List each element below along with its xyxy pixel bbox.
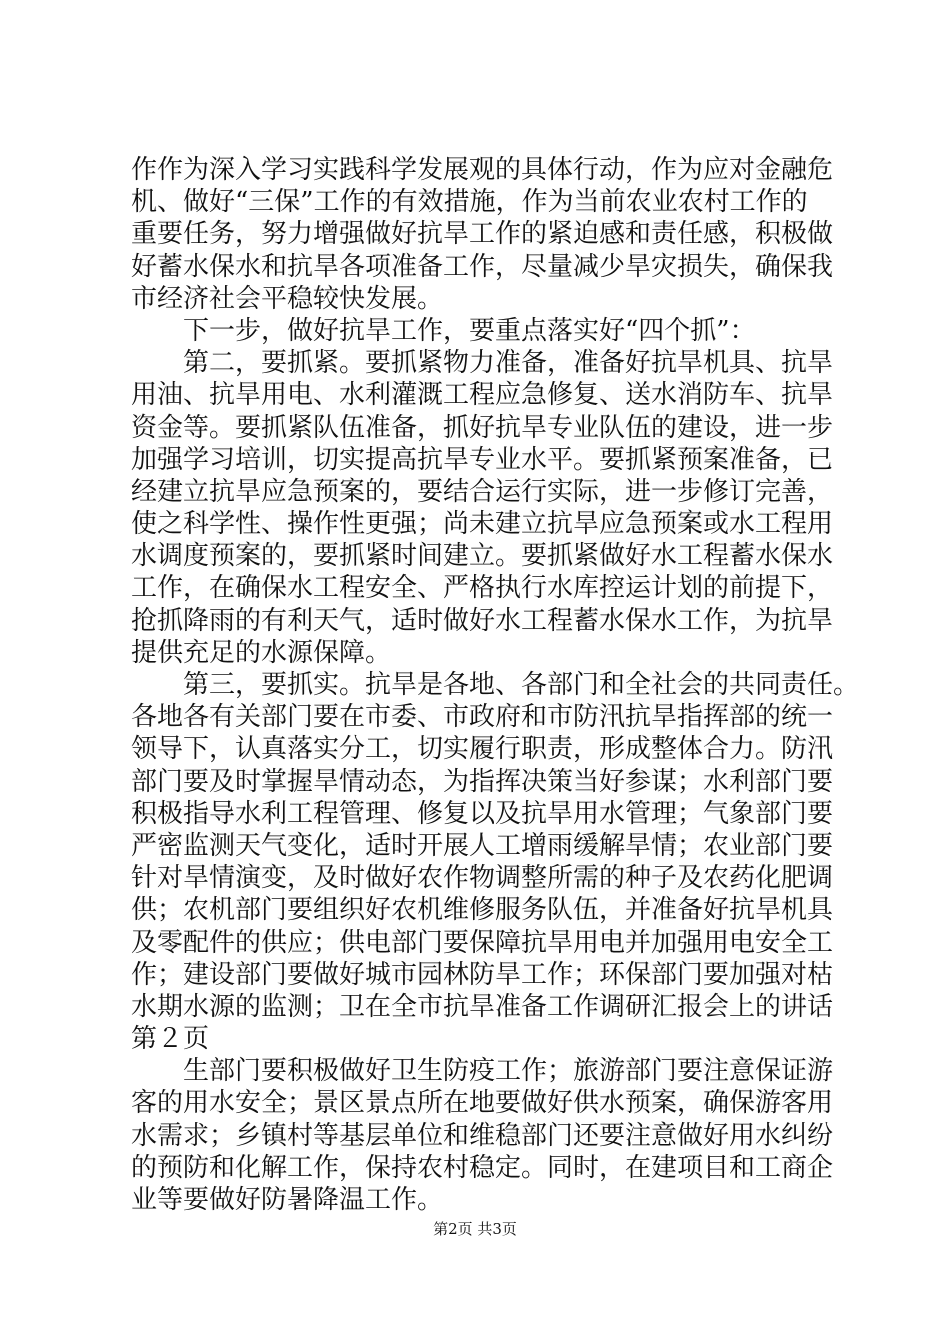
text-line: 第２页 bbox=[131, 1024, 210, 1055]
text-line: 针对旱情演变，及时做好农作物调整所需的种子及农药化肥调 bbox=[131, 863, 834, 894]
text-line: 加强学习培训，切实提高抗旱专业水平。要抓紧预案准备，已 bbox=[131, 444, 834, 475]
text-line: 客的用水安全；景区景点所在地要做好供水预案，确保游客用 bbox=[131, 1088, 834, 1119]
text-line: 及零配件的供应；供电部门要保障抗旱用电并加强用电安全工 bbox=[131, 927, 834, 958]
text-line: 工作，在确保水工程安全、严格执行水库控运计划的前提下， bbox=[131, 573, 834, 604]
text-line: 第三，要抓实。抗旱是各地、各部门和全社会的共同责任。 bbox=[183, 670, 860, 700]
text-line: 严密监测天气变化，适时开展人工增雨缓解旱情；农业部门要 bbox=[131, 830, 834, 861]
text-line: 水期水源的监测；卫在全市抗旱准备工作调研汇报会上的讲话 bbox=[131, 991, 834, 1022]
text-line: 提供充足的水源保障。 bbox=[131, 637, 392, 668]
text-line: 市经济社会平稳较快发展。 bbox=[131, 283, 444, 314]
text-line: 用油、抗旱用电、水利灌溉工程应急修复、送水消防车、抗旱 bbox=[131, 380, 834, 411]
text-line: 作作为深入学习实践科学发展观的具体行动，作为应对金融危 bbox=[131, 155, 834, 185]
text-line: 抢抓降雨的有利天气，适时做好水工程蓄水保水工作，为抗旱 bbox=[131, 605, 834, 636]
text-line: 水调度预案的，要抓紧时间建立。要抓紧做好水工程蓄水保水 bbox=[131, 541, 834, 572]
text-line: 水需求；乡镇村等基层单位和维稳部门还要注意做好用水纠纷 bbox=[131, 1120, 834, 1151]
text-line: 作；建设部门要做好城市园林防旱工作；环保部门要加强对枯 bbox=[131, 959, 834, 990]
text-line: 供；农机部门要组织好农机维修服务队伍，并准备好抗旱机具 bbox=[131, 895, 834, 926]
text-line: 积极指导水利工程管理、修复以及抗旱用水管理；气象部门要 bbox=[131, 798, 834, 829]
text-line: 业等要做好防暑降温工作。 bbox=[131, 1185, 444, 1215]
text-line: 各地各有关部门要在市委、市政府和市防汛抗旱指挥部的统一 bbox=[131, 702, 834, 733]
text-line: 领导下，认真落实分工，切实履行职责，形成整体合力。防汛 bbox=[131, 734, 834, 765]
page-footer: 第2页 共3页 bbox=[433, 1220, 517, 1238]
text-line: 经建立抗旱应急预案的，要结合运行实际，进一步修订完善， bbox=[131, 476, 834, 507]
text-line: 第二，要抓紧。要抓紧物力准备，准备好抗旱机具、抗旱 bbox=[183, 348, 834, 379]
text-line: 下一步，做好抗旱工作，要重点落实好“四个抓”： bbox=[183, 315, 756, 346]
text-line: 部门要及时掌握旱情动态，为指挥决策当好参谋；水利部门要 bbox=[131, 766, 834, 797]
document-body bbox=[131, 154, 860, 1216]
text-line: 的预防和化解工作，保持农村稳定。同时，在建项目和工商企 bbox=[131, 1152, 834, 1183]
text-line: 生部门要积极做好卫生防疫工作；旅游部门要注意保证游 bbox=[183, 1056, 834, 1087]
text-line: 资金等。要抓紧队伍准备，抓好抗旱专业队伍的建设，进一步 bbox=[131, 412, 834, 443]
text-line: 使之科学性、操作性更强；尚未建立抗旱应急预案或水工程用 bbox=[131, 509, 834, 540]
text-line: 机、做好“三保”工作的有效措施，作为当前农业农村工作的 bbox=[131, 187, 808, 218]
text-line: 好蓄水保水和抗旱各项准备工作，尽量减少旱灾损失，确保我 bbox=[131, 251, 834, 282]
text-line: 重要任务，努力增强做好抗旱工作的紧迫感和责任感，积极做 bbox=[131, 219, 834, 250]
